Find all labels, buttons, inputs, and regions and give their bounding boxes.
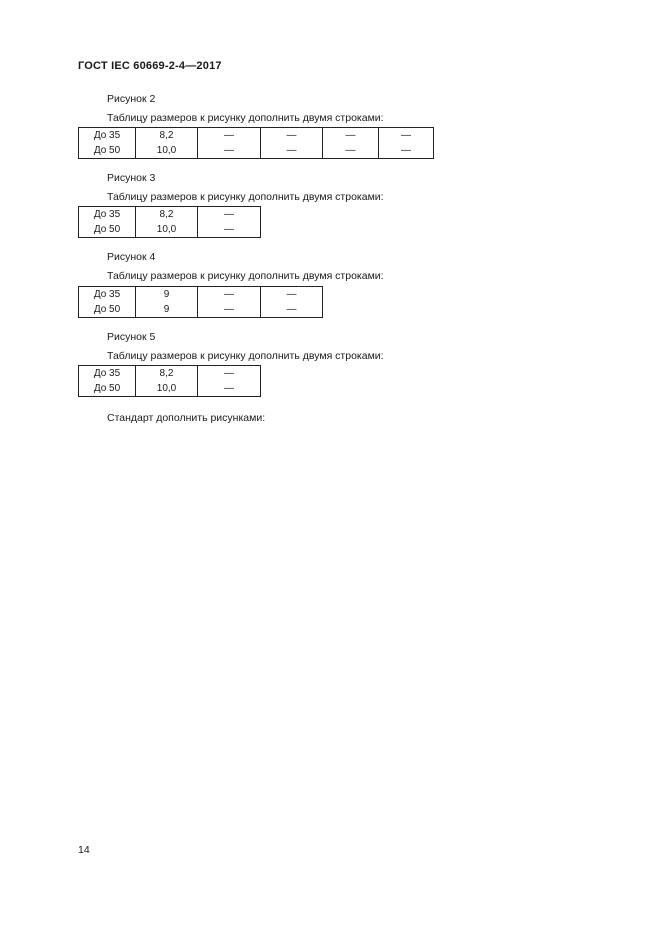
table-cell: До 35 (79, 366, 136, 382)
table-row (79, 302, 323, 318)
table-cell: — (323, 128, 379, 144)
table-cell: До 35 (79, 128, 136, 144)
table-row (79, 222, 261, 238)
figure-4-caption: Рисунок 4 (107, 251, 156, 263)
document-code-header: ГОСТ IEC 60669-2-4—2017 (78, 60, 222, 72)
table-cell: До 50 (79, 222, 136, 238)
table-row (79, 366, 261, 382)
table-cell: — (261, 128, 323, 144)
figure-3-caption: Рисунок 3 (107, 172, 156, 184)
table-cell: — (198, 128, 261, 144)
table-cell: — (261, 302, 323, 318)
table-cell: — (379, 128, 434, 144)
table-cell: — (323, 143, 379, 159)
table-cell: 10,0 (136, 143, 198, 159)
table-row (79, 207, 261, 223)
table-cell: До 50 (79, 302, 136, 318)
figure-3-instruction: Таблицу размеров к рисунку дополнить двумя строками: (107, 191, 384, 203)
table-cell: — (261, 287, 323, 303)
table-cell: — (198, 302, 261, 318)
table-cell: — (198, 207, 261, 223)
table-cell: 8,2 (136, 128, 198, 144)
table-cell: — (261, 143, 323, 159)
figure-4-size-table (78, 286, 323, 318)
figure-5-caption: Рисунок 5 (107, 331, 156, 343)
table-cell: 8,2 (136, 207, 198, 223)
page-number: 14 (78, 844, 90, 856)
closing-paragraph: Стандарт дополнить рисунками: (107, 412, 266, 424)
figure-2-caption: Рисунок 2 (107, 93, 156, 105)
table-cell: До 35 (79, 207, 136, 223)
figure-5-instruction: Таблицу размеров к рисунку дополнить двумя строками: (107, 350, 384, 362)
table-cell: 9 (136, 302, 198, 318)
table-cell: — (198, 381, 261, 397)
table-cell: До 35 (79, 287, 136, 303)
table-cell: 10,0 (136, 381, 198, 397)
table-cell: — (198, 287, 261, 303)
table-cell: — (379, 143, 434, 159)
table-cell: — (198, 143, 261, 159)
table-cell: 9 (136, 287, 198, 303)
table-cell: — (198, 222, 261, 238)
figure-3-size-table (78, 206, 261, 238)
table-row (79, 143, 434, 159)
figure-5-size-table (78, 365, 261, 397)
figure-2-size-table (78, 127, 434, 159)
figure-2-instruction: Таблицу размеров к рисунку дополнить двумя строками: (107, 112, 384, 124)
table-cell: До 50 (79, 381, 136, 397)
table-row (79, 287, 323, 303)
figure-4-instruction: Таблицу размеров к рисунку дополнить двумя строками: (107, 270, 384, 282)
table-row (79, 128, 434, 144)
table-cell: — (198, 366, 261, 382)
table-cell: До 50 (79, 143, 136, 159)
table-cell: 8,2 (136, 366, 198, 382)
table-cell: 10,0 (136, 222, 198, 238)
table-row (79, 381, 261, 397)
